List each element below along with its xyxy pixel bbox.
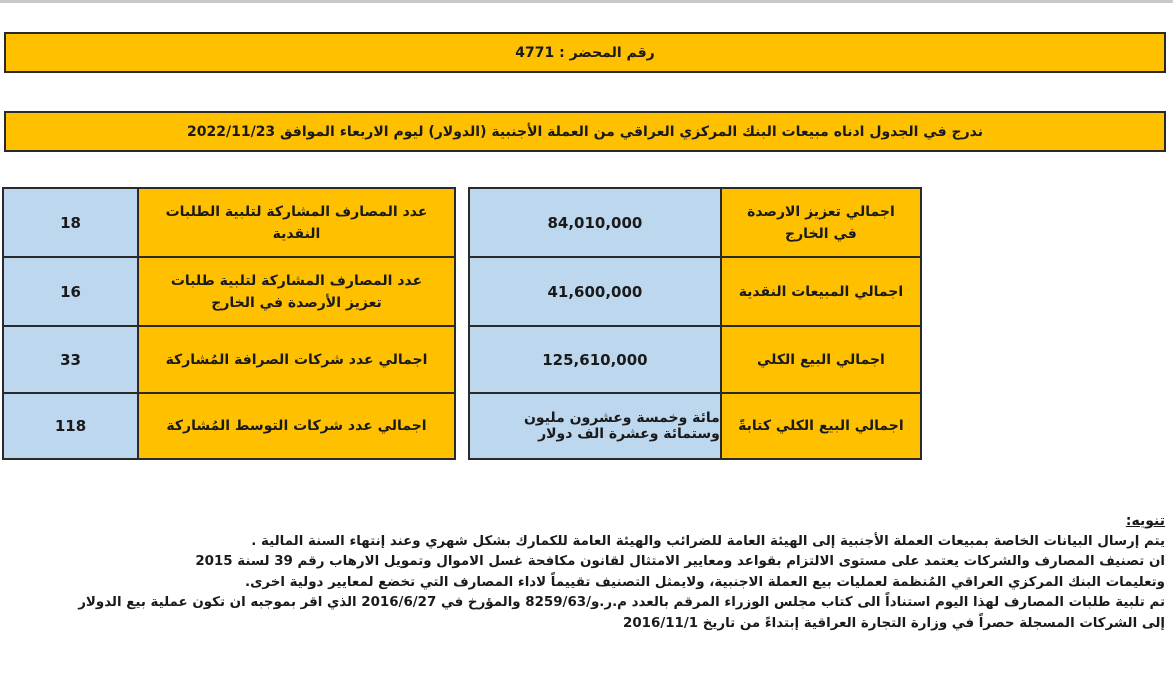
- exchange-companies-label: اجمالي عدد شركات الصرافة المُشاركة: [139, 327, 454, 392]
- record-number-banner: [4, 32, 1166, 73]
- table-row: [4, 189, 454, 256]
- notes-section: [25, 511, 1165, 634]
- cash-banks-label: عدد المصارف المشاركة لتلبية الطلبات النقدية: [139, 189, 454, 256]
- table-row: [470, 189, 920, 256]
- intro-text: ندرج في الجدول ادناه مبيعات البنك المركزي العراقي من العملة الأجنبية (الدولار) ليوم الاربعاء الموافق 2022/11/23: [187, 123, 983, 140]
- note-line: إلى الشركات المسجلة حصراً في وزارة التجارة العراقية إبتداءً من تاريخ 2016/11/1: [623, 615, 1165, 631]
- total-sales-label: اجمالي البيع الكلي: [722, 327, 920, 392]
- total-sales-words-value: مائة وخمسة وعشرون مليون وستمائة وعشرة الف دولار: [470, 394, 722, 458]
- total-reinforcement-value: 84,010,000: [470, 189, 722, 256]
- reinforcement-banks-label: عدد المصارف المشاركة لتلبية طلبات تعزيز الأرصدة في الخارج: [139, 258, 454, 325]
- note-line: يتم إرسال البيانات الخاصة بمبيعات العملة الأجنبية إلى الهيئة العامة للضرائب والهيئة العامة للكمارك بشكل شهري وعند إنتهاء السنة المالية .: [251, 533, 1165, 549]
- sales-totals-table: [468, 187, 922, 460]
- notes-title: تنويه:: [1125, 513, 1165, 529]
- participants-table: [2, 187, 456, 460]
- note-line: ان تصنيف المصارف والشركات يعتمد على مستوى الالتزام بقواعد ومعايير الامتثال لقانون مكافحة غسل الاموال وتمويل الارهاب رقم 39 لسنة 2015: [195, 554, 1165, 569]
- intro-banner: [4, 111, 1166, 152]
- brokerage-companies-count: 118: [4, 394, 139, 458]
- exchange-companies-count: 33: [4, 327, 139, 392]
- table-row: [470, 394, 920, 458]
- top-border: [0, 0, 1173, 3]
- table-row: [470, 327, 920, 392]
- note-line: تم تلبية طلبات المصارف لهذا اليوم استناداً الى كتاب مجلس الوزراء المرقم بالعدد م.ر.و/8259/63 والمؤرخ في 2016/6/27 الذي اقر بموجبه ان تكون عملية بيع الدولار: [78, 595, 1165, 610]
- cash-banks-count: 18: [4, 189, 139, 256]
- record-number-text: رقم المحضر : 4771: [515, 44, 655, 61]
- note-line: وتعليمات البنك المركزي العراقي المُنظمة لعمليات بيع العملة الاجنبية، ولايمثل التصنيف تقييماً لاداء المصارف التي تخضع لمعايير دولية اخرى.: [245, 574, 1165, 590]
- total-cash-sales-label: اجمالي المبيعات النقدية: [722, 258, 920, 325]
- total-sales-value: 125,610,000: [470, 327, 722, 392]
- table-row: [4, 327, 454, 392]
- table-row: [470, 258, 920, 325]
- brokerage-companies-label: اجمالي عدد شركات التوسط المُشاركة: [139, 394, 454, 458]
- table-row: [4, 394, 454, 458]
- reinforcement-banks-count: 16: [4, 258, 139, 325]
- total-reinforcement-label: اجمالي تعزيز الارصدة في الخارج: [722, 189, 920, 256]
- total-cash-sales-value: 41,600,000: [470, 258, 722, 325]
- total-sales-words-label: اجمالي البيع الكلي كتابةً: [722, 394, 920, 458]
- table-row: [4, 258, 454, 325]
